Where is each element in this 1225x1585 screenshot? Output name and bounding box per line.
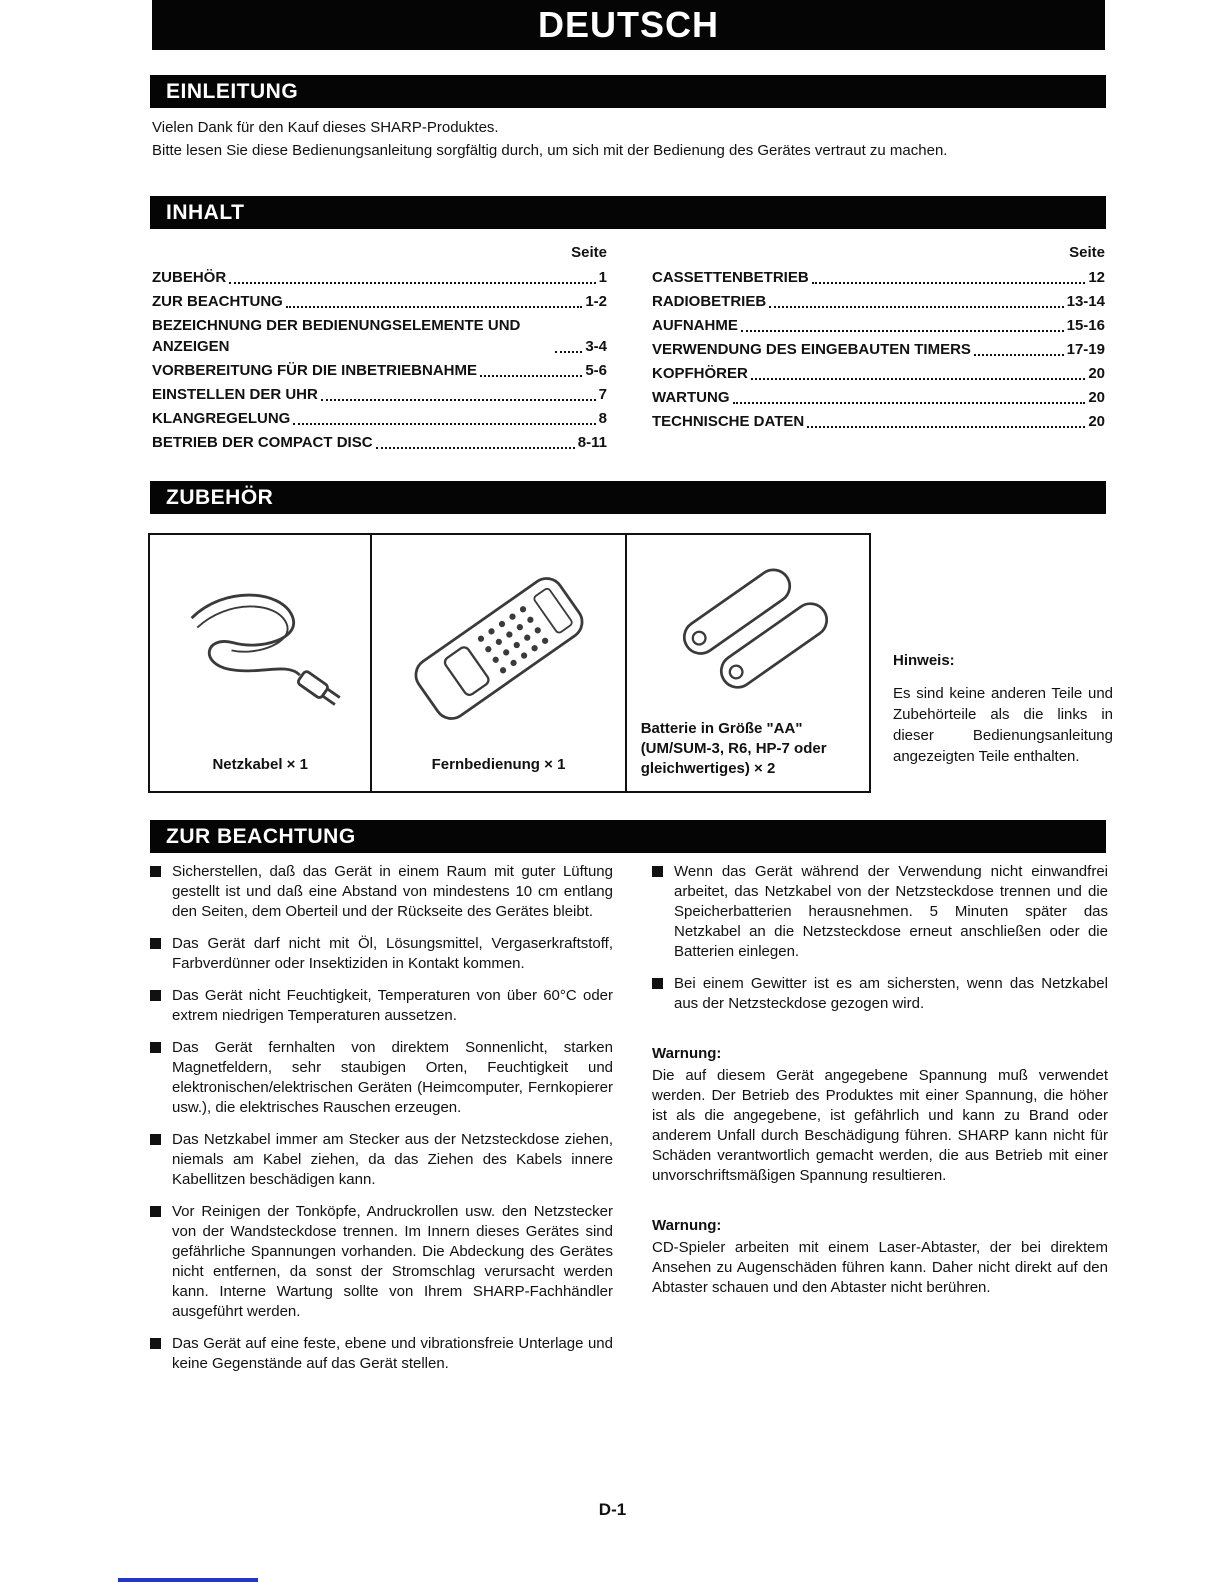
toc-entry-page: 12 <box>1088 269 1105 286</box>
toc-dot-leader <box>751 378 1085 380</box>
bullet-square-icon <box>150 1206 161 1217</box>
precaution-text: Das Netzkabel immer am Stecker aus der Netzsteckdose ziehen, niemals am Kabel ziehen, da das Ziehen des Kabels innere Kabellitzen beschädigen kann. <box>172 1131 613 1188</box>
hinweis-title: Hinweis: <box>893 652 955 669</box>
toc-dot-leader <box>812 282 1086 284</box>
toc-dot-leader <box>376 447 575 449</box>
toc-entry-label: ZUBEHÖR <box>152 269 227 286</box>
remote-control-icon <box>372 535 624 755</box>
bullet-square-icon <box>652 978 663 989</box>
toc-entry <box>652 267 1105 288</box>
toc-dot-leader <box>741 330 1064 332</box>
toc-entry-page: 1 <box>598 269 607 286</box>
precaution-text: Das Gerät nicht Feuchtigkeit, Temperaturen von über 60°C oder extrem niedrigen Temperaturen aussetzen. <box>172 987 613 1024</box>
bullet-square-icon <box>150 866 161 877</box>
accessory-caption-cord: Netzkabel × 1 <box>212 756 308 773</box>
bullet-square-icon <box>150 1134 161 1145</box>
toc-page-label-left: Seite <box>571 244 607 261</box>
precaution-item <box>150 1038 613 1118</box>
toc-entry-label: KOPFHÖRER <box>652 365 748 382</box>
toc-entry-label: KLANGREGELUNG <box>152 410 291 427</box>
bullet-square-icon <box>150 1042 161 1053</box>
toc-entry-label: WARTUNG <box>652 389 730 406</box>
intro-paragraph <box>152 116 1107 162</box>
toc-entry <box>152 315 607 357</box>
toc-entry <box>652 339 1105 360</box>
toc-entry-page: 20 <box>1088 389 1105 406</box>
warning-title: Warnung: <box>652 1217 722 1234</box>
toc-entry-label: BETRIEB DER COMPACT DISC <box>152 434 373 451</box>
toc-entry-label: EINSTELLEN DER UHR <box>152 386 318 403</box>
intro-line-1: Vielen Dank für den Kauf dieses SHARP-Produktes. <box>152 119 499 136</box>
warning-title: Warnung: <box>652 1045 722 1062</box>
toc-entry-page: 13-14 <box>1066 293 1105 310</box>
power-cord-icon <box>150 535 370 755</box>
toc-entry <box>152 360 607 381</box>
hinweis-text: Es sind keine anderen Teile und Zubehörteile als die links in dieser Bedienungsanleitung angezeigten Teile enthalten. <box>893 685 1113 765</box>
hinweis-note <box>893 650 1113 767</box>
toc-dot-leader <box>286 306 582 308</box>
table-of-contents <box>152 244 1105 456</box>
warning-block-laser <box>652 1216 1108 1298</box>
page-number: D-1 <box>598 1500 627 1519</box>
toc-dot-leader <box>480 375 582 377</box>
toc-dot-leader <box>769 306 1063 308</box>
section-header-zur-beachtung: ZUR BEACHTUNG <box>150 820 1106 853</box>
toc-column-left <box>152 244 607 456</box>
toc-dot-leader <box>293 423 595 425</box>
toc-entry-page: 15-16 <box>1066 317 1105 334</box>
toc-entry-page: 17-19 <box>1066 341 1105 358</box>
toc-entry-page: 8 <box>598 410 607 427</box>
scan-artifact-line <box>118 1578 258 1582</box>
toc-dot-leader <box>321 399 596 401</box>
precaution-item <box>150 1202 613 1322</box>
precaution-text: Vor Reinigen der Tonköpfe, Andruckrollen usw. den Netzstecker von der Wandsteckdose trennen. Im Innern dieses Gerätes sind gefährliche Spannungen vorhanden. Die Abdeckung des Gerätes nicht entfernen, da sonst der Stromschlag verursacht werden kann. Interne Wartung sollte von Ihrem SHARP-Fachhändler ausgeführt werden. <box>172 1203 613 1320</box>
toc-entry-label: CASSETTENBETRIEB <box>652 269 809 286</box>
toc-column-right <box>652 244 1105 456</box>
precaution-text: Das Gerät darf nicht mit Öl, Lösungsmittel, Vergaserkraftstoff, Farbverdünner oder Insektiziden in Kontakt kommen. <box>172 935 613 972</box>
toc-entry-label: BEZEICHNUNG DER BEDIENUNGSELEMENTE UND ANZEIGEN <box>152 317 521 355</box>
precaution-text: Sicherstellen, daß das Gerät in einem Raum mit guter Lüftung gestellt ist und daß eine Abstand von mindestens 10 cm entlang den Seiten, dem Oberteil und der Rückseite des Gerätes bleibt. <box>172 863 613 920</box>
accessories-box <box>148 533 871 793</box>
toc-dot-leader <box>555 351 582 353</box>
toc-entry-page: 5-6 <box>585 362 607 379</box>
toc-entry-page: 1-2 <box>585 293 607 310</box>
batteries-icon <box>627 535 869 719</box>
toc-entry-label: VERWENDUNG DES EINGEBAUTEN TIMERS <box>652 341 971 358</box>
precaution-text: Das Gerät fernhalten von direktem Sonnenlicht, starken Magnetfeldern, sehr staubigen Orten, Feuchtigkeit und elektronischen/elektrischen Geräten (Heimcomputer, Fernkopierer usw.), die elektrisches Rauschen erzeugen. <box>172 1039 613 1116</box>
warning-block-voltage <box>652 1044 1108 1186</box>
toc-page-label-right: Seite <box>1069 244 1105 261</box>
toc-entry <box>152 384 607 405</box>
precaution-text: Wenn das Gerät während der Verwendung nicht einwandfrei arbeitet, das Netzkabel von der Netzsteckdose trennen und die Speicherbatterien herausnehmen. 5 Minuten später das Netzkabel an die Netzsteckdose erneut anschließen oder die Batterien einlegen. <box>674 863 1108 960</box>
toc-entry-label: TECHNISCHE DATEN <box>652 413 805 430</box>
toc-entry-page: 8-11 <box>577 434 607 451</box>
toc-entry <box>152 408 607 429</box>
intro-line-2: Bitte lesen Sie diese Bedienungsanleitung sorgfältig durch, um sich mit der Bedienung des Gerätes vertraut zu machen. <box>152 142 948 159</box>
toc-entry <box>152 432 607 453</box>
bullet-square-icon <box>150 938 161 949</box>
toc-entry-label: RADIOBETRIEB <box>652 293 767 310</box>
precaution-item <box>652 862 1108 962</box>
toc-dot-leader <box>974 354 1064 356</box>
toc-dot-leader <box>807 426 1085 428</box>
bullet-square-icon <box>652 866 663 877</box>
bullet-square-icon <box>150 1338 161 1349</box>
accessory-panel-cord <box>150 535 372 791</box>
precautions-column-left <box>150 862 613 1386</box>
toc-entry-page: 20 <box>1088 365 1105 382</box>
precaution-item <box>150 1130 613 1190</box>
accessory-caption-battery: Batterie in Größe "AA" (UM/SUM-3, R6, HP-7 oder gleichwertiges) × 2 <box>640 720 827 777</box>
precaution-item <box>150 1334 613 1374</box>
precaution-text: Bei einem Gewitter ist es am sichersten, wenn das Netzkabel aus der Netzsteckdose gezogen wird. <box>674 975 1108 1012</box>
toc-dot-leader <box>733 402 1086 404</box>
precaution-item <box>652 974 1108 1014</box>
toc-entry <box>652 291 1105 312</box>
section-header-zubehoer: ZUBEHÖR <box>150 481 1106 514</box>
toc-entry <box>652 363 1105 384</box>
accessory-panel-battery <box>627 535 869 791</box>
toc-entry <box>152 267 607 288</box>
section-header-einleitung: EINLEITUNG <box>150 75 1106 108</box>
toc-entry <box>652 315 1105 336</box>
page-title: DEUTSCH <box>152 0 1105 50</box>
bullet-square-icon <box>150 990 161 1001</box>
accessory-caption-remote: Fernbedienung × 1 <box>431 756 566 773</box>
precautions-column-right <box>652 862 1108 1298</box>
toc-dot-leader <box>229 282 595 284</box>
precaution-item <box>150 862 613 922</box>
accessory-panel-remote <box>372 535 626 791</box>
toc-entry <box>152 291 607 312</box>
toc-entry <box>652 387 1105 408</box>
warning-text: Die auf diesem Gerät angegebene Spannung muß verwendet werden. Der Betrieb des Produktes mit einer Spannung, die höher ist als die angegebene, ist gefährlich und kann zu Brand oder anderem Unfall durch Beschädigung führen. SHARP kann nicht für Schäden verantwortlich gemacht werden, die aus Betrieb mit einer unvorschriftsmäßigen Spannung resultieren. <box>652 1067 1108 1184</box>
precaution-item <box>150 986 613 1026</box>
precaution-text: Das Gerät auf eine feste, ebene und vibrationsfreie Unterlage und keine Gegenstände auf das Gerät stellen. <box>172 1335 613 1372</box>
warning-text: CD-Spieler arbeiten mit einem Laser-Abtaster, der bei direktem Ansehen zu Augenschäden führen kann. Daher nicht direkt auf den Abtaster schauen und den Abtaster nicht berühren. <box>652 1239 1108 1296</box>
toc-entry <box>652 411 1105 432</box>
toc-entry-label: VORBEREITUNG FÜR DIE INBETRIEBNAHME <box>152 362 478 379</box>
precaution-item <box>150 934 613 974</box>
toc-entry-label: AUFNAHME <box>652 317 738 334</box>
toc-entry-page: 20 <box>1088 413 1105 430</box>
toc-entry-label: ZUR BEACHTUNG <box>152 293 283 310</box>
section-header-inhalt: INHALT <box>150 196 1106 229</box>
toc-entry-page: 7 <box>598 386 607 403</box>
toc-entry-page: 3-4 <box>585 338 607 355</box>
